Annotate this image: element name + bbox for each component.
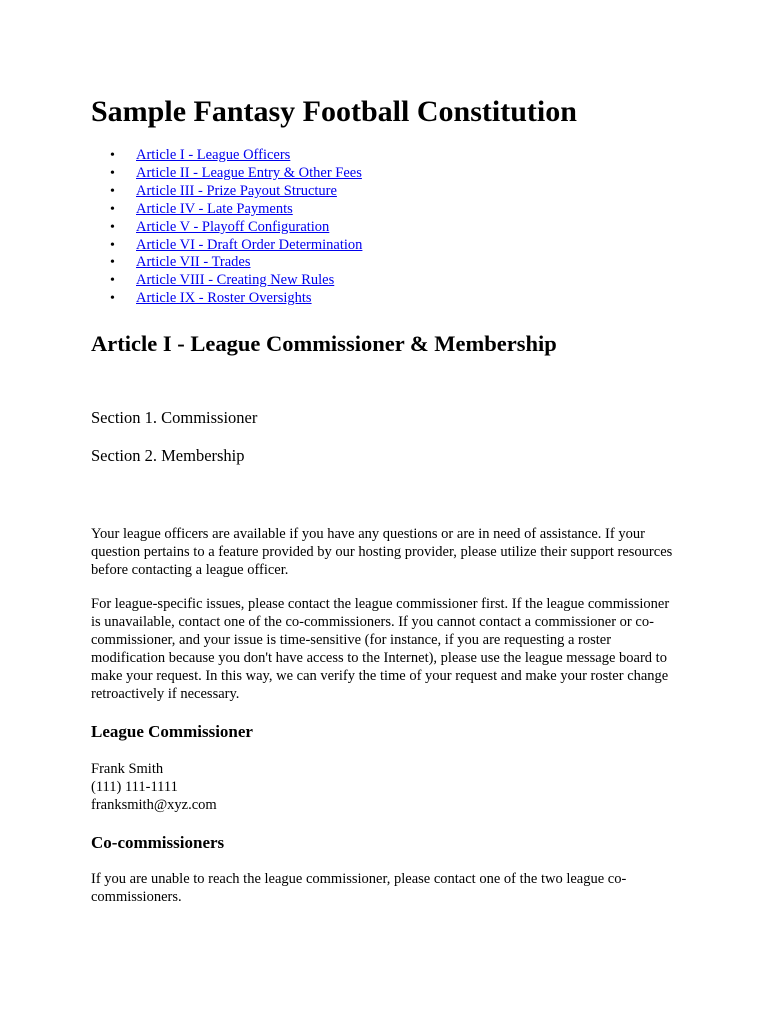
commissioner-name: Frank Smith xyxy=(91,761,164,778)
toc-link-article-9[interactable]: Article IX - Roster Oversights xyxy=(136,290,312,307)
commissioner-email: franksmith@xyz.com xyxy=(91,797,217,814)
league-issues-paragraph: For league-specific issues, please contact the league commissioner first. If the league commissioner is unavailable, contact one of the co-commissioners. If you cannot contact a commissioner or co-commissioner, and your issue is time-sensitive (for instance, if you are requesting a roster modification because you don't have access to the Internet), please use the league message board to make your request. In this way, we can verify the time of your request and make your roster change retroactively if necessary. xyxy=(91,596,670,703)
toc-link-article-3[interactable]: Article III - Prize Payout Structure xyxy=(136,182,337,199)
cocommissioners-paragraph: If you are unable to reach the league commissioner, please contact one of the two league co-commissioners. xyxy=(91,871,627,906)
commissioner-phone: (111) 111-1111 xyxy=(91,779,178,796)
bullet-icon: • xyxy=(110,291,115,307)
toc-item xyxy=(110,254,681,272)
commissioner-contact xyxy=(91,760,681,814)
bullet-icon: • xyxy=(110,183,115,199)
section-membership-heading: Section 2. Membership xyxy=(91,446,245,466)
table-of-contents xyxy=(91,147,681,308)
bullet-icon: • xyxy=(110,255,115,271)
bullet-icon: • xyxy=(110,237,115,253)
toc-link-article-6[interactable]: Article VI - Draft Order Determination xyxy=(136,236,363,253)
document-body xyxy=(91,93,681,906)
toc-item xyxy=(110,218,681,237)
officers-paragraph: Your league officers are available if you have any questions or are in need of assistance. If your question pertains to a feature provided by our hosting provider, please utilize their support resources before contacting a league officer. xyxy=(91,526,673,579)
toc-link-article-7[interactable]: Article VII - Trades xyxy=(136,254,251,271)
toc-item xyxy=(110,200,681,219)
bullet-icon: • xyxy=(110,273,115,289)
toc-link-article-4[interactable]: Article IV - Late Payments xyxy=(136,200,293,217)
toc-item xyxy=(110,236,681,255)
bullet-icon: • xyxy=(110,165,115,181)
toc-item xyxy=(110,290,681,308)
article-heading: Article I - League Commissioner & Membership xyxy=(91,331,557,357)
toc-link-article-2[interactable]: Article II - League Entry & Other Fees xyxy=(136,164,362,181)
toc-item xyxy=(110,272,681,290)
cocommissioners-heading: Co-commissioners xyxy=(91,833,225,853)
commissioner-heading: League Commissioner xyxy=(91,722,253,742)
toc-link-article-1[interactable]: Article I - League Officers xyxy=(136,147,291,163)
toc-item xyxy=(110,164,681,183)
toc-item xyxy=(110,147,681,165)
bullet-icon: • xyxy=(110,201,115,217)
toc-link-article-5[interactable]: Article V - Playoff Configuration xyxy=(136,218,330,235)
toc-item xyxy=(110,182,681,201)
document-title: Sample Fantasy Football Constitution xyxy=(91,95,577,128)
bullet-icon: • xyxy=(110,219,115,235)
toc-link-article-8[interactable]: Article VIII - Creating New Rules xyxy=(136,272,335,289)
bullet-icon: • xyxy=(110,148,115,163)
section-commissioner-heading: Section 1. Commissioner xyxy=(91,408,258,428)
